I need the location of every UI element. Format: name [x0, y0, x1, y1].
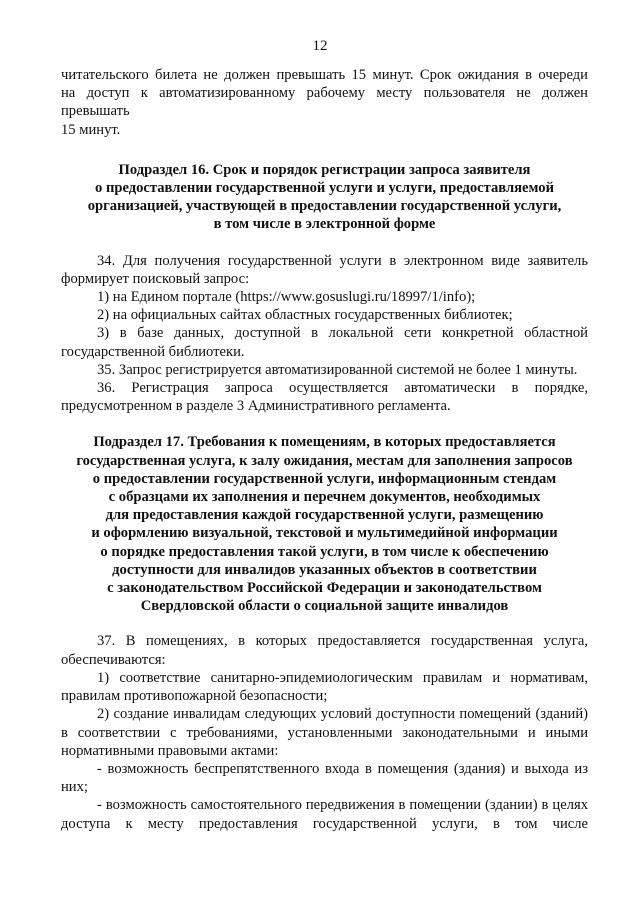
heading-line: Свердловской области о социальной защите инвалидов [140, 598, 509, 615]
paragraph-37-item-2: 2) создание инвалидам следующих условий доступности помещений (зданий) в соответствии с требованиями, установленными законодательными и иными нормативными правовыми актами: [61, 706, 588, 759]
paragraph-34-item-2: 2) на официальных сайтах областных государственных библиотек; [97, 307, 513, 324]
heading-line: с образцами их заполнения и перечнем документов, необходимых [108, 489, 541, 506]
heading-line: Подраздел 16. Срок и порядок регистрации запроса заявителя [118, 161, 531, 178]
heading-line: о порядке предоставления такой услуги, в том числе к обеспечению [100, 543, 549, 560]
section-17-body [61, 632, 588, 832]
paragraph-37-item-1: 1) соответствие санитарно-эпидемиологическим правилам и нормативам, правилам противопожарной безопасности; [61, 669, 588, 705]
section-17-heading [61, 433, 588, 615]
section-16-body [61, 252, 588, 416]
paragraph-35: 35. Запрос регистрируется автоматизированной системой не более 1 минуты. [97, 361, 578, 378]
text-line: на доступ к автоматизированному рабочему месту пользователя не должен [61, 85, 588, 102]
document-body [61, 66, 588, 833]
heading-line: доступности для инвалидов указанных объектов в соответствии [112, 561, 537, 578]
paragraph-36: 36. Регистрация запроса осуществляется автоматически в порядке, предусмотренном в разделе 3 Административного регламента. [61, 380, 588, 415]
paragraph-34: 34. Для получения государственной услуги в электронном виде заявитель формирует поисковый запрос: [61, 252, 588, 287]
top-paragraph [61, 66, 588, 139]
heading-line: о предоставлении государственной услуги и услуги, предоставляемой [95, 180, 554, 197]
paragraph-37: 37. В помещениях, в которых предоставляется государственная услуга, обеспечиваются: [61, 633, 588, 668]
text-line: читательского билета не должен превышать 15 минут. Срок ожидания в очереди [61, 67, 588, 83]
section-16-heading [61, 161, 588, 234]
heading-line: и оформлению визуальной, текстовой и мультимедийной информации [91, 525, 558, 542]
heading-line: государственная услуга, к залу ожидания, местам для заполнения запросов [76, 452, 573, 469]
heading-line: с законодательством Российской Федерации и законодательством [107, 580, 542, 597]
text-line: 15 минут. [61, 121, 121, 138]
paragraph-34-item-3: 3) в базе данных, доступной в локальной сети конкретной областной государственной библиотеки. [61, 325, 588, 360]
heading-line: для предоставления каждой государственной услуги, размещению [105, 507, 544, 524]
heading-line: о предоставлении государственной услуги, информационным стендам [92, 470, 557, 487]
heading-line: в том числе в электронной форме [213, 216, 436, 233]
page-number: 12 [312, 38, 328, 54]
text-line: превышать [61, 103, 130, 120]
heading-line: Подраздел 17. Требования к помещениям, в которых предоставляется [93, 434, 556, 451]
paragraph-37-subitem-a: - возможность беспрепятственного входа в помещения (здания) и выхода из них; [61, 760, 588, 796]
heading-line: организацией, участвующей в предоставлении государственной услуги, [87, 198, 562, 215]
paragraph-37-subitem-b: - возможность самостоятельного передвижения в помещении (здании) в целях доступа к месту предоставления государственной услуги, в том числе [61, 797, 588, 832]
paragraph-34-item-1: 1) на Едином портале (https://www.gosuslugi.ru/18997/1/info); [97, 289, 476, 306]
